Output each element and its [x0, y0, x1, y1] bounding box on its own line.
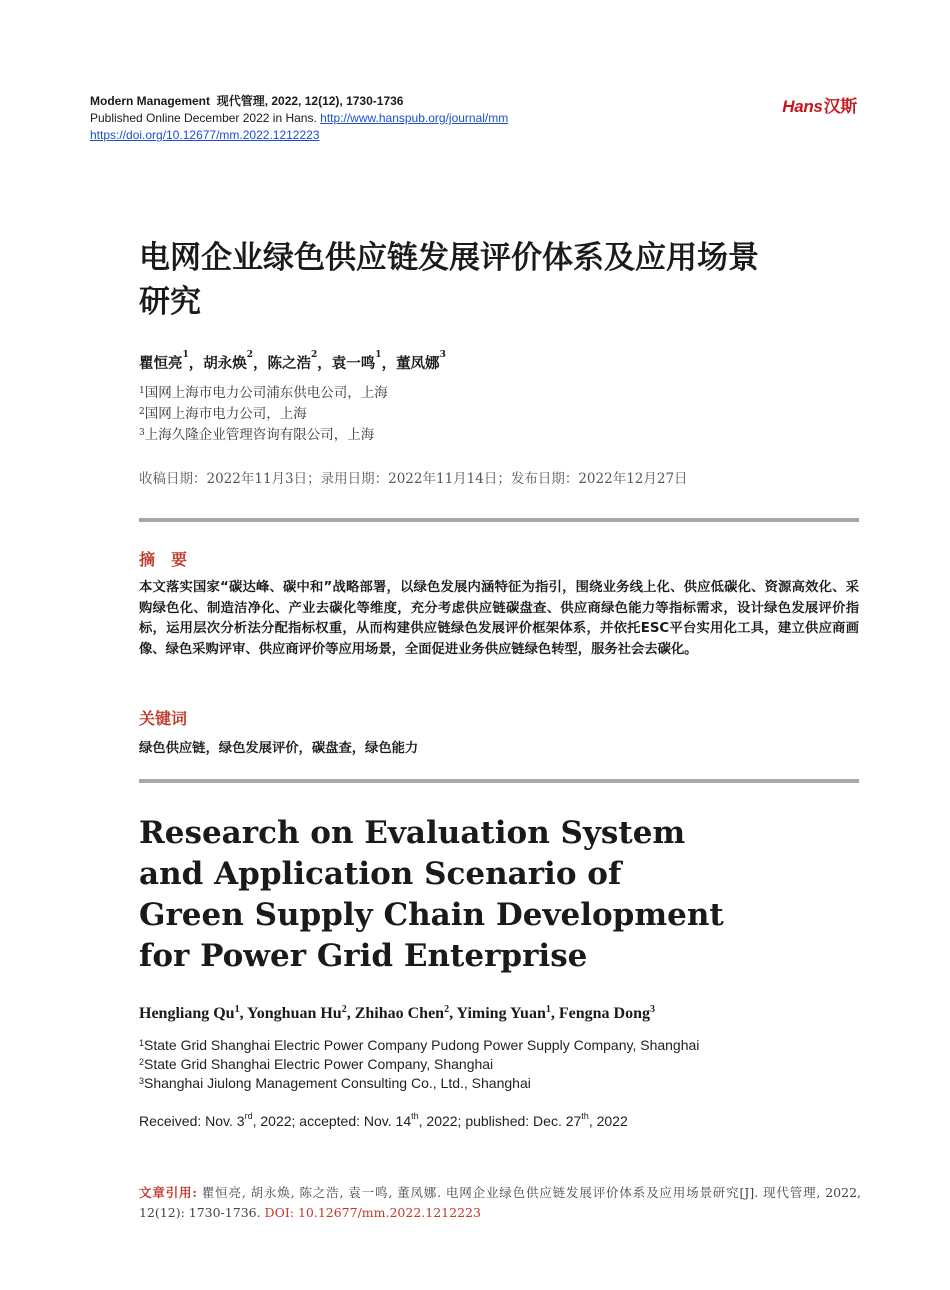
journal-name: Modern Management [90, 94, 211, 108]
author-cn: 袁一鸣 [331, 355, 376, 372]
title-en-line: for Power Grid Enterprise [139, 938, 588, 974]
author-en: Hengliang Qu [139, 1005, 235, 1022]
publisher-logo [782, 92, 857, 117]
affiliation-en-3: $^3$Shanghai Jiulong Management Consulting Co., Ltd., Shanghai [139, 1075, 531, 1091]
logo-cn: 汉斯 [823, 97, 857, 116]
published-text: Published Online December 2022 in Hans. [90, 111, 317, 125]
author-en: Fengna Dong [558, 1005, 650, 1022]
journal-issue: 现代管理, 2022, 12(12), 1730-1736 [216, 94, 404, 108]
citation-doi[interactable]: DOI: 10.12677/mm.2022.1212223 [264, 1205, 481, 1220]
affiliation-cn-1: $^1$国网上海市电力公司浦东供电公司，上海 [139, 385, 388, 401]
author-cn: 陈之浩 [267, 355, 312, 372]
title-cn: 电网企业绿色供应链发展评价体系及应用场景研究 [139, 240, 759, 320]
author-en: Yiming Yuan [456, 1005, 546, 1022]
author-en: Yonghuan Hu [246, 1005, 342, 1022]
doi-link[interactable]: https://doi.org/10.12677/mm.2022.1212223 [90, 128, 320, 142]
affiliation-en-1: $^1$State Grid Shanghai Electric Power Company Pudong Power Supply Company, Shanghai [139, 1037, 700, 1053]
authors-cn: 瞿恒亮$^1$，胡永焕$^2$，陈之浩$^2$，袁一鸣$^1$，董凤娜$^3$ [139, 350, 446, 372]
divider-bottom [139, 779, 859, 783]
keywords-text: 绿色供应链，绿色发展评价，碳盘查，绿色能力 [139, 741, 419, 756]
title-en [139, 813, 779, 977]
title-en-line: Green Supply Chain Development [139, 897, 724, 933]
affiliation-cn-3: $^3$上海久隆企业管理咨询有限公司，上海 [139, 427, 375, 443]
published-line [90, 110, 508, 126]
citation-label: 文章引用: [139, 1185, 197, 1200]
abstract-text: 本文落实国家“碳达峰、碳中和”战略部署，以绿色发展内涵特征为指引，围绕业务线上化、供应低碳化、资源高效化、采购绿色化、制造洁净化、产业去碳化等维度，充分考虑供应链碳盘查、供应商绿色能力等指标需求，设计绿色发展评价指标，运用层次分析法分配指标权重，从而构建供应链绿色发展评价框架体系，并依托ESC平台实用化工具，建立供应商画像、绿色采购评审、供应商评价等应用场景，全面促进业务供应链绿色转型，服务社会去碳化。 [139, 580, 859, 657]
doi-line [90, 127, 320, 143]
author-cn: 胡永焕 [203, 355, 247, 372]
journal-link[interactable]: http://www.hanspub.org/journal/mm [320, 111, 509, 125]
author-cn: 瞿恒亮 [139, 355, 183, 372]
authors-en: Hengliang Qu$^1$, Yonghuan Hu$^2$, Zhihao Chen$^2$, Yiming Yuan$^1$, Fengna Dong$^3$ [139, 1004, 655, 1022]
divider-top [139, 518, 859, 522]
abstract-heading: 摘 要 [139, 550, 188, 569]
title-en-line: and Application Scenario of [139, 856, 622, 892]
author-cn: 董凤娜 [396, 355, 440, 372]
journal-line [90, 93, 403, 109]
title-en-line: Research on Evaluation System [139, 815, 686, 851]
affiliation-en-2: $^2$State Grid Shanghai Electric Power Company, Shanghai [139, 1056, 494, 1072]
logo-en: Hans [782, 97, 823, 116]
dates-en: Received: Nov. 3rd, 2022; accepted: Nov. 14th, 2022; published: Dec. 27th, 2022 [139, 1111, 628, 1129]
author-en: Zhihao Chen [354, 1005, 445, 1022]
citation-text: 瞿恒亮, 胡永焕, 陈之浩, 袁一鸣, 董凤娜. 电网企业绿色供应链发展评价体系及应用场景研究[J]. 现代管理, 2022, 12(12): 1730-1736. [139, 1185, 861, 1220]
affiliation-cn-2: $^2$国网上海市电力公司，上海 [139, 406, 307, 422]
citation [139, 1183, 861, 1223]
dates-cn: 收稿日期：2022年11月3日；录用日期：2022年11月14日；发布日期：2022年12月27日 [139, 471, 688, 487]
keywords-heading: 关键词 [139, 709, 188, 728]
